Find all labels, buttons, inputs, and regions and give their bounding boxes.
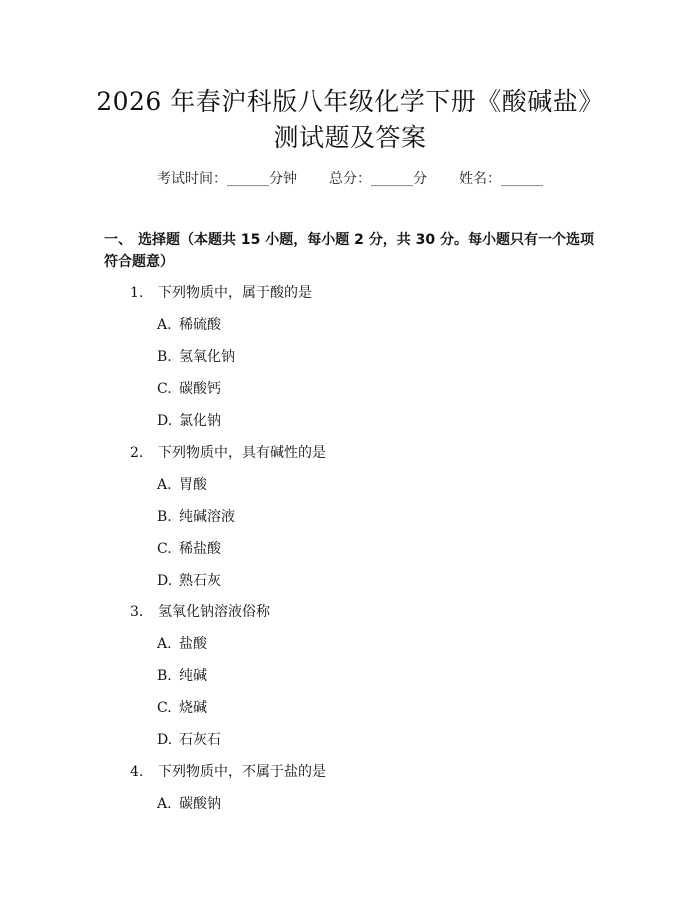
option-label: C. xyxy=(157,541,172,557)
option-label: B. xyxy=(157,668,172,684)
option-text: 纯碱 xyxy=(179,668,207,684)
question-1 xyxy=(130,282,312,302)
option-text: 石灰石 xyxy=(179,732,221,748)
option-text: 碳酸钠 xyxy=(179,796,221,812)
option-text: 稀硫酸 xyxy=(179,317,221,333)
option-text: 氢氧化钠 xyxy=(179,349,235,365)
option-label: A. xyxy=(157,636,172,652)
option-text: 熟石灰 xyxy=(179,573,221,589)
question-text: 下列物质中，具有碱性的是 xyxy=(158,445,326,461)
option-3d xyxy=(157,729,221,749)
option-3c xyxy=(157,697,207,717)
option-label: D. xyxy=(157,413,173,429)
question-number: 3. xyxy=(130,604,144,620)
exam-meta xyxy=(0,168,700,188)
question-3 xyxy=(130,601,270,621)
student-name-field: 姓名：______ xyxy=(459,171,543,187)
exam-time-field: 考试时间：______分钟 xyxy=(157,171,297,187)
section-text: 选择题（本题共 15 小题，每小题 2 分，共 30 分。每小题只有一个选项符合题意） xyxy=(104,232,594,270)
option-1d xyxy=(157,410,221,430)
page-title-line1: 2026 年春沪科版八年级化学下册《酸碱盐》 xyxy=(96,87,604,116)
option-2d xyxy=(157,570,221,590)
option-3a xyxy=(157,633,207,653)
option-label: A. xyxy=(157,796,172,812)
section-heading xyxy=(104,229,604,273)
option-text: 纯碱溶液 xyxy=(179,509,235,525)
option-3b xyxy=(157,665,207,685)
option-label: A. xyxy=(157,317,172,333)
option-1b xyxy=(157,346,235,366)
option-label: A. xyxy=(157,477,172,493)
option-label: B. xyxy=(157,509,172,525)
option-2c xyxy=(157,538,221,558)
option-1c xyxy=(157,378,221,398)
question-text: 下列物质中，属于酸的是 xyxy=(158,285,312,301)
question-text: 下列物质中，不属于盐的是 xyxy=(158,764,326,780)
question-4 xyxy=(130,761,326,781)
option-2b xyxy=(157,506,235,526)
option-text: 碳酸钙 xyxy=(179,381,221,397)
option-label: C. xyxy=(157,700,172,716)
section-number: 一、 xyxy=(104,232,132,248)
option-label: D. xyxy=(157,573,173,589)
option-label: D. xyxy=(157,732,173,748)
question-number: 2. xyxy=(130,445,144,461)
option-2a xyxy=(157,474,207,494)
question-number: 1. xyxy=(130,285,144,301)
question-text: 氢氧化钠溶液俗称 xyxy=(158,604,270,620)
option-1a xyxy=(157,314,221,334)
question-2 xyxy=(130,442,326,462)
total-score-field: 总分：______分 xyxy=(329,171,427,187)
option-label: B. xyxy=(157,349,172,365)
option-4a xyxy=(157,793,221,813)
option-text: 盐酸 xyxy=(179,636,207,652)
option-text: 烧碱 xyxy=(179,700,207,716)
option-text: 氯化钠 xyxy=(179,413,221,429)
option-text: 稀盐酸 xyxy=(179,541,221,557)
page-title-line2: 测试题及答案 xyxy=(273,123,427,152)
option-label: C. xyxy=(157,381,172,397)
question-number: 4. xyxy=(130,764,144,780)
option-text: 胃酸 xyxy=(179,477,207,493)
